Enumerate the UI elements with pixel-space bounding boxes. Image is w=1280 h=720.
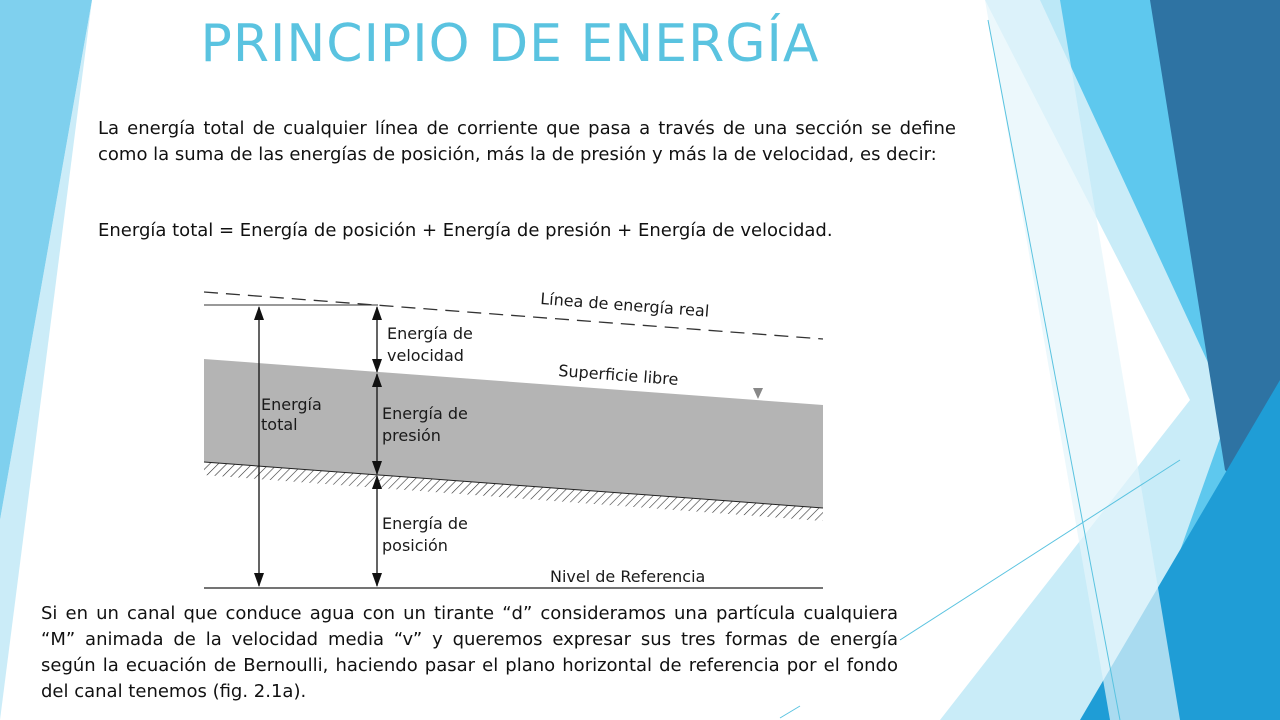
energy-diagram	[196, 282, 828, 592]
energy-equation: Energía total = Energía de posición + Energía de presión + Energía de velocidad.	[98, 220, 833, 241]
position-arrow-head-bottom	[372, 573, 382, 587]
label-velocity-line1: Energía de	[387, 324, 473, 343]
slide-title: PRINCIPIO DE ENERGÍA	[200, 14, 820, 74]
label-pressure-line2: presión	[382, 426, 441, 445]
free-surface-marker	[753, 388, 763, 399]
label-total-line1: Energía	[261, 395, 322, 414]
label-total-line2: total	[261, 415, 298, 434]
label-position-line2: posición	[382, 536, 448, 555]
intro-paragraph: La energía total de cualquier línea de corriente que pasa a través de una sección se define como la suma de las energías de posición, más la de presión y más la de velocidad, es decir:	[98, 118, 956, 165]
total-arrow-head-top	[254, 306, 264, 320]
velocity-arrow-head-top	[372, 306, 382, 320]
label-position-line1: Energía de	[382, 514, 468, 533]
label-energy-line: Línea de energía real	[539, 289, 710, 321]
velocity-arrow-head-bottom	[372, 359, 382, 373]
label-free-surface: Superficie libre	[557, 361, 680, 390]
label-pressure-line1: Energía de	[382, 404, 468, 423]
decor-line-3	[780, 706, 800, 718]
energy-line	[204, 292, 823, 339]
label-reference-level: Nivel de Referencia	[550, 567, 706, 586]
bernoulli-paragraph: Si en un canal que conduce agua con un tirante “d” consideramos una partícula cualquiera “M” animada de la velocidad media “v” y queremos expresar sus tres formas de energía según la ecuación de Bernoulli, haciendo pasar el plano horizontal de referencia por el fondo del canal tenemos (fig. 2.1a).	[41, 603, 898, 702]
label-velocity-line2: velocidad	[387, 346, 464, 365]
total-arrow-head-bottom	[254, 573, 264, 587]
